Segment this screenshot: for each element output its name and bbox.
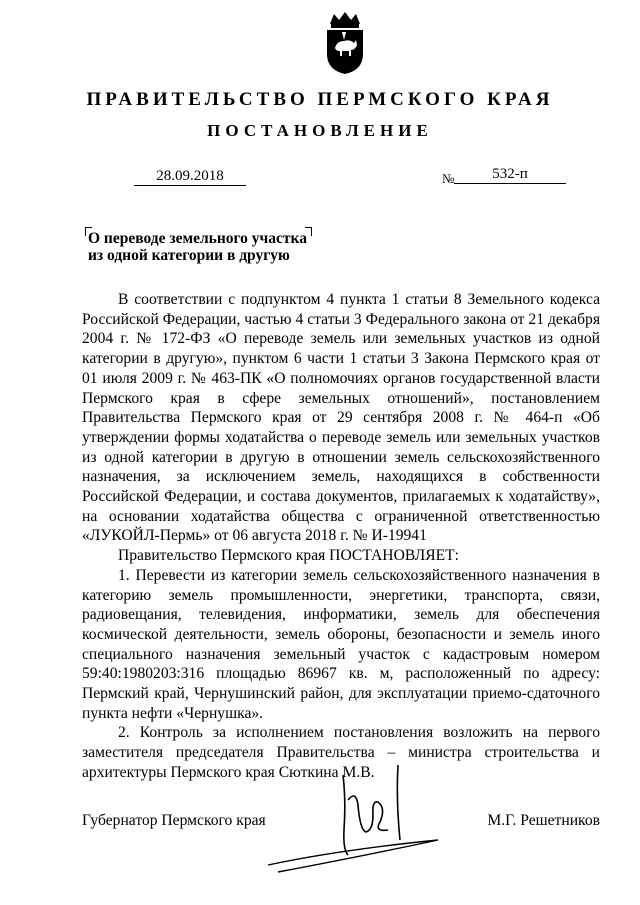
signatory-name: М.Г. Решетников <box>487 812 600 829</box>
document-body <box>82 290 600 783</box>
number-label: № <box>442 171 455 186</box>
document-date: 28.09.2018 <box>134 168 246 186</box>
document-subject <box>88 230 307 264</box>
signature-block <box>82 812 600 834</box>
document-number: 532-п <box>454 166 566 184</box>
clause-2-paragraph: 2. Контроль за исполнением постановления возложить на первого заместителя председателя Правительства – министра строительства и архитектуры Пермского края Сюткина М.В. <box>82 724 600 781</box>
clause-1-paragraph: 1. Перевести из категории земель сельскохозяйственного назначения в категорию земель промышленности, энергетики, транспорта, связи, радиовещания, телевидения, информатики, земель для обеспечения космической деятельности, земель обороны, безопасности и земель иного специального назначения земельный участок с кадастровым номером 59:40:1980203:316 площадью 86967 кв. м, расположенный по адресу: Пермский край, Чернушинский район, для эксплуатации приемо-сдаточного пункта нефти «Чернушка». <box>82 566 600 722</box>
resolution-paragraph: Правительство Пермского края ПОСТАНОВЛЯЕТ: <box>118 547 459 565</box>
signatory-title: Губернатор Пермского края <box>82 812 266 829</box>
document-type-title: ПОСТАНОВЛЕНИЕ <box>207 121 433 140</box>
organization-title: ПРАВИТЕЛЬСТВО ПЕРМСКОГО КРАЯ <box>86 89 554 110</box>
preamble-paragraph: В соответствии с подпунктом 4 пункта 1 статьи 8 Земельного кодекса Российской Федерации, частью 4 статьи 3 Федерального закона от 21 декабря 2004 г. № 172-ФЗ «О переводе земель или земельных участков из одной категории в другую», пунктом 6 части 1 статьи 3 Закона Пермского края от 01 июля 2009 г. № 463-ПК «О полномочиях органов государственной власти Пермского края в сфере земельных отношений», постановлением Правительства Пермского края от 29 сентября 2008 г. № 464-п «Об утверждении формы ходатайства о переводе земель или земельных участков из одной категории в другую в отношении земель сельскохозяйственного назначения, за исключением земель, находящихся в собственности Российской Федерации, и состава документов, прилагаемых к ходатайству», на основании ходатайства общества с ограниченной ответственностью «ЛУКОЙЛ-Пермь» от 06 августа 2018 г. № И-19941 <box>82 291 600 545</box>
perm-krai-coat-of-arms-icon <box>322 10 368 76</box>
subject-line-1: О переводе земельного участка <box>88 230 307 247</box>
subject-line-2: из одной категории в другую <box>88 247 290 264</box>
